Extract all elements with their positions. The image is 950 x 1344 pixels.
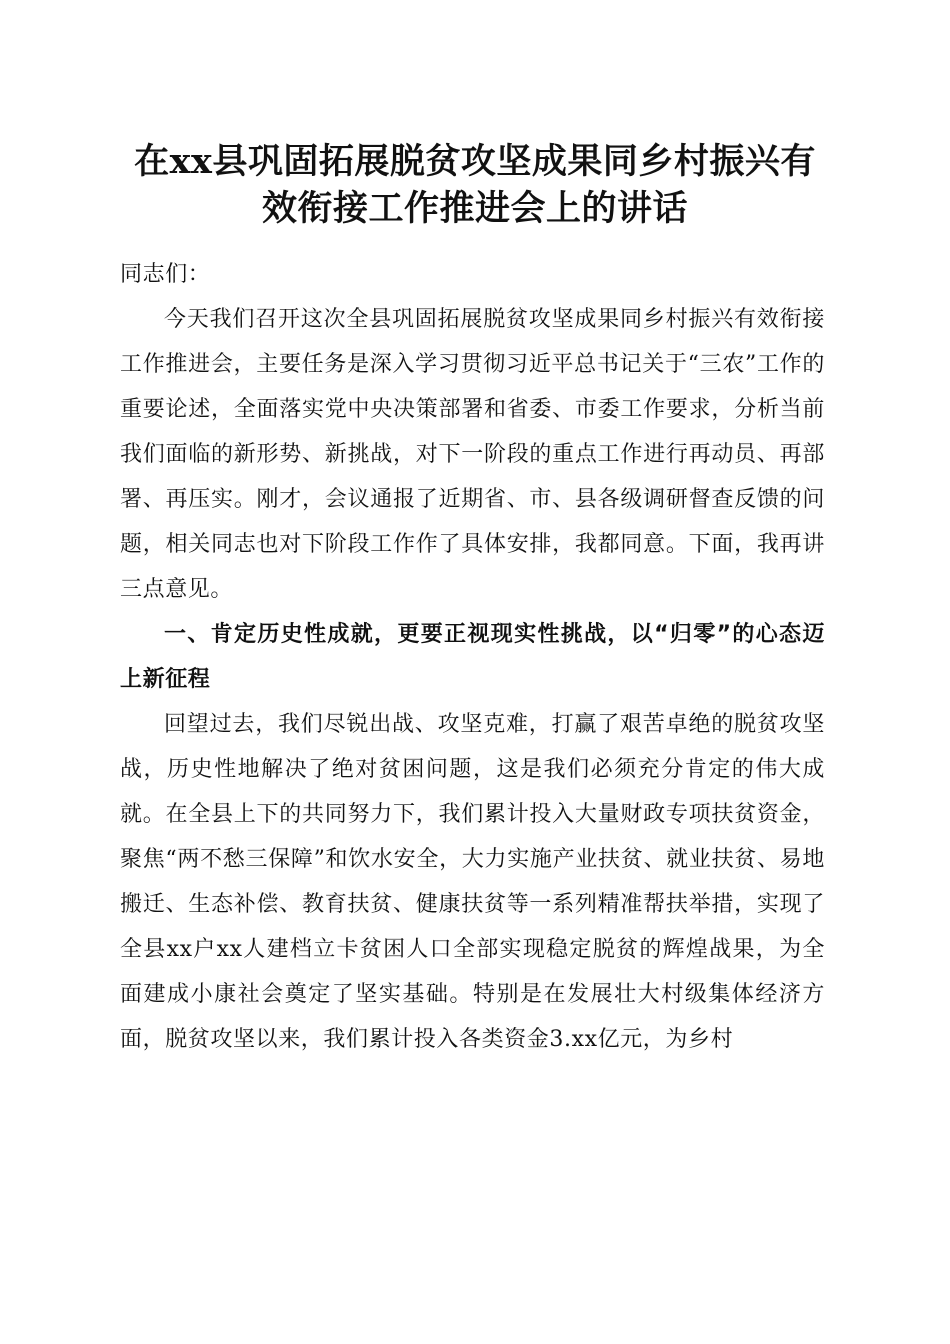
title-line-1: 在xx县巩固拓展脱贫攻坚成果同乡村振兴有 — [134, 141, 816, 182]
salutation: 同志们： — [120, 262, 211, 287]
section-heading-1: 一、肯定历史性成就，更要正视现实性挑战，以“归零”的心态迈上新征程 — [120, 622, 825, 692]
document-body — [120, 252, 825, 1062]
paragraph-review: 回望过去，我们尽锐出战、攻坚克难，打赢了艰苦卓绝的脱贫攻坚战，历史性地解决了绝对贫困问题，这是我们必须充分肯定的伟大成就。在全县上下的共同努力下，我们累计投入大量财政专项扶贫资金，聚焦“两不愁三保障”和饮水安全，大力实施产业扶贫、就业扶贫、易地搬迁、生态补偿、教育扶贫、健康扶贫等一系列精准帮扶举措，实现了全县xx户xx人建档立卡贫困人口全部实现稳定脱贫的辉煌战果，为全面建成小康社会奠定了坚实基础。特别是在发展壮大村级集体经济方面，脱贫攻坚以来，我们累计投入各类资金3.xx亿元，为乡村 — [120, 712, 825, 1052]
document-title — [110, 138, 840, 232]
title-line-2: 效衔接工作推进会上的讲话 — [261, 188, 688, 229]
paragraph-intro: 今天我们召开这次全县巩固拓展脱贫攻坚成果同乡村振兴有效衔接工作推进会，主要任务是深入学习贯彻习近平总书记关于“三农”工作的重要论述，全面落实党中央决策部署和省委、市委工作要求，分析当前我们面临的新形势、新挑战，对下一阶段的重点工作进行再动员、再部署、再压实。刚才，会议通报了近期省、市、县各级调研督查反馈的问题，相关同志也对下阶段工作作了具体安排，我都同意。下面，我再讲三点意见。 — [120, 307, 825, 602]
